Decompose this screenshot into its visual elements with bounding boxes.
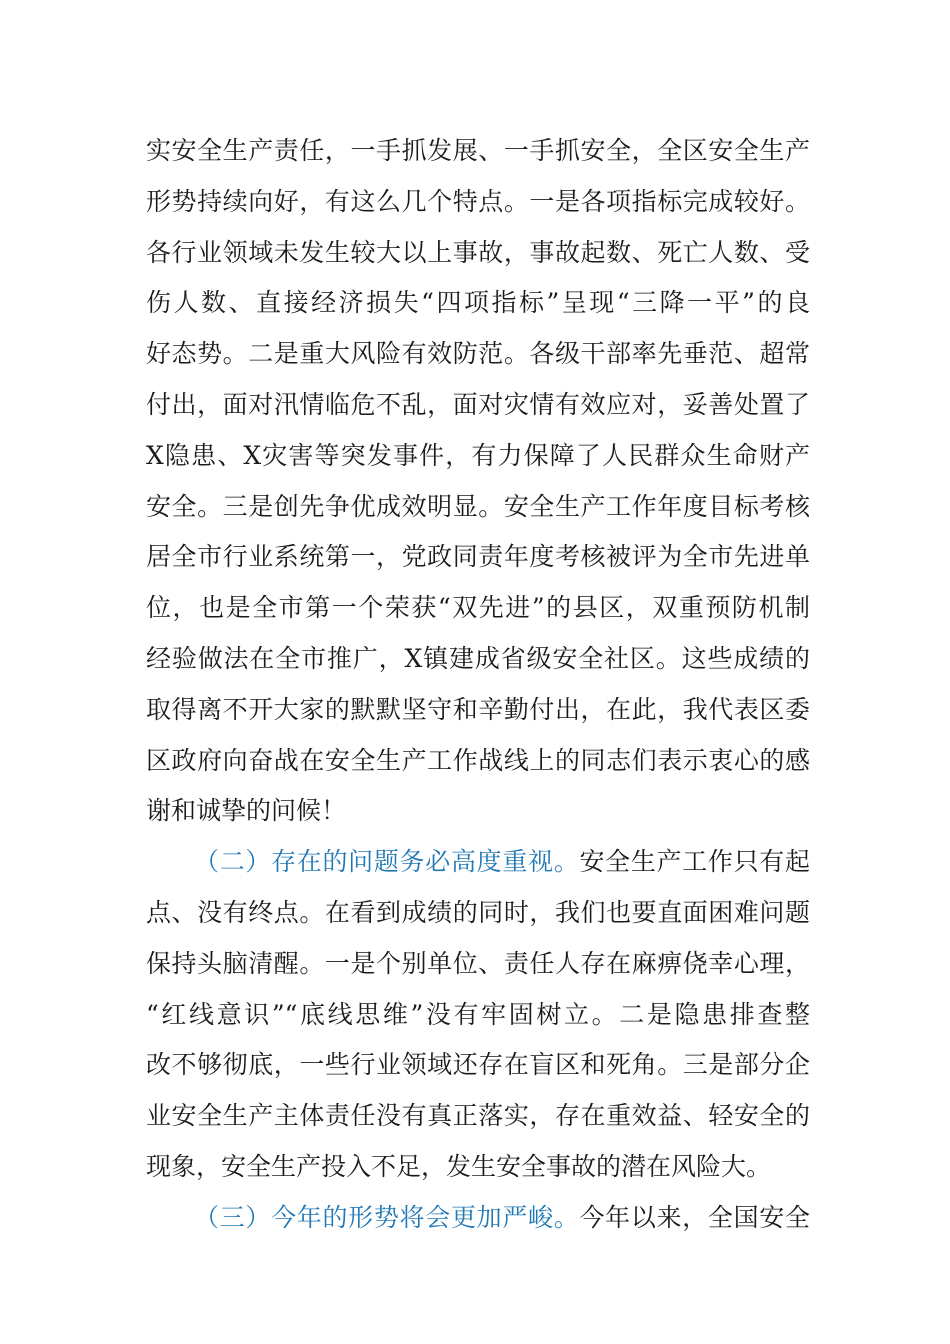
paragraph-line: 改不够彻底，一些行业领域还存在盲区和死角。三是部分企: [146, 1050, 810, 1080]
paragraph-line: 形势持续向好，有这么几个特点。一是各项指标完成较好。: [146, 186, 810, 216]
section-3-first-text: 今年以来，全国安全: [579, 1202, 810, 1232]
paragraph-line: 实安全生产责任，一手抓发展、一手抓安全，全区安全生产: [146, 136, 810, 165]
paragraph-line: 经验做法在全市推广，X镇建成省级安全社区。这些成绩的: [146, 643, 810, 673]
paragraph-line: 谢和诚挚的问候！: [146, 796, 347, 826]
section-3-heading: （三）今年的形势将会更加严峻。: [194, 1202, 580, 1232]
section-2-heading: （二）存在的问题务必高度重视。: [194, 847, 580, 877]
paragraph-line: 付出，面对汛情临危不乱，面对灾情有效应对，妥善处置了: [146, 389, 810, 419]
paragraph-line: 取得离不开大家的默默坚守和辛勤付出，在此，我代表区委: [146, 694, 810, 724]
paragraph-line: 点、没有终点。在看到成绩的同时，我们也要直面困难问题: [146, 897, 810, 927]
section-2-first-text: 安全生产工作只有起: [579, 847, 810, 877]
paragraph-line: 各行业领域未发生较大以上事故，事故起数、死亡人数、受: [146, 237, 810, 267]
paragraph-line: 现象，安全生产投入不足，发生安全事故的潜在风险大。: [146, 1151, 772, 1181]
section-3-first-line: [146, 1193, 810, 1244]
paragraph-line: 区政府向奋战在安全生产工作战线上的同志们表示衷心的感: [146, 745, 810, 775]
section-2-first-line: [146, 837, 810, 888]
paragraph-line: 安全。三是创先争优成效明显。安全生产工作年度目标考核: [146, 491, 810, 521]
paragraph-line: X隐患、X灾害等突发事件，有力保障了人民群众生命财产: [146, 440, 810, 470]
paragraph-line: 业安全生产主体责任没有真正落实，存在重效益、轻安全的: [146, 1101, 810, 1131]
paragraph-line: 居全市行业系统第一，党政同责年度考核被评为全市先进单: [146, 542, 810, 572]
body-text: [146, 126, 810, 1244]
paragraph-line: 好态势。二是重大风险有效防范。各级干部率先垂范、超常: [146, 339, 810, 369]
paragraph-line: 保持头脑清醒。一是个别单位、责任人存在麻痹侥幸心理，: [146, 948, 810, 978]
paragraph-line: 伤人数、直接经济损失“四项指标”呈现“三降一平”的良: [146, 288, 810, 318]
paragraph-line: “红线意识”“底线思维”没有牢固树立。二是隐患排查整: [146, 999, 810, 1029]
paragraph-line: 位，也是全市第一个荣获“双先进”的县区，双重预防机制: [146, 593, 810, 623]
